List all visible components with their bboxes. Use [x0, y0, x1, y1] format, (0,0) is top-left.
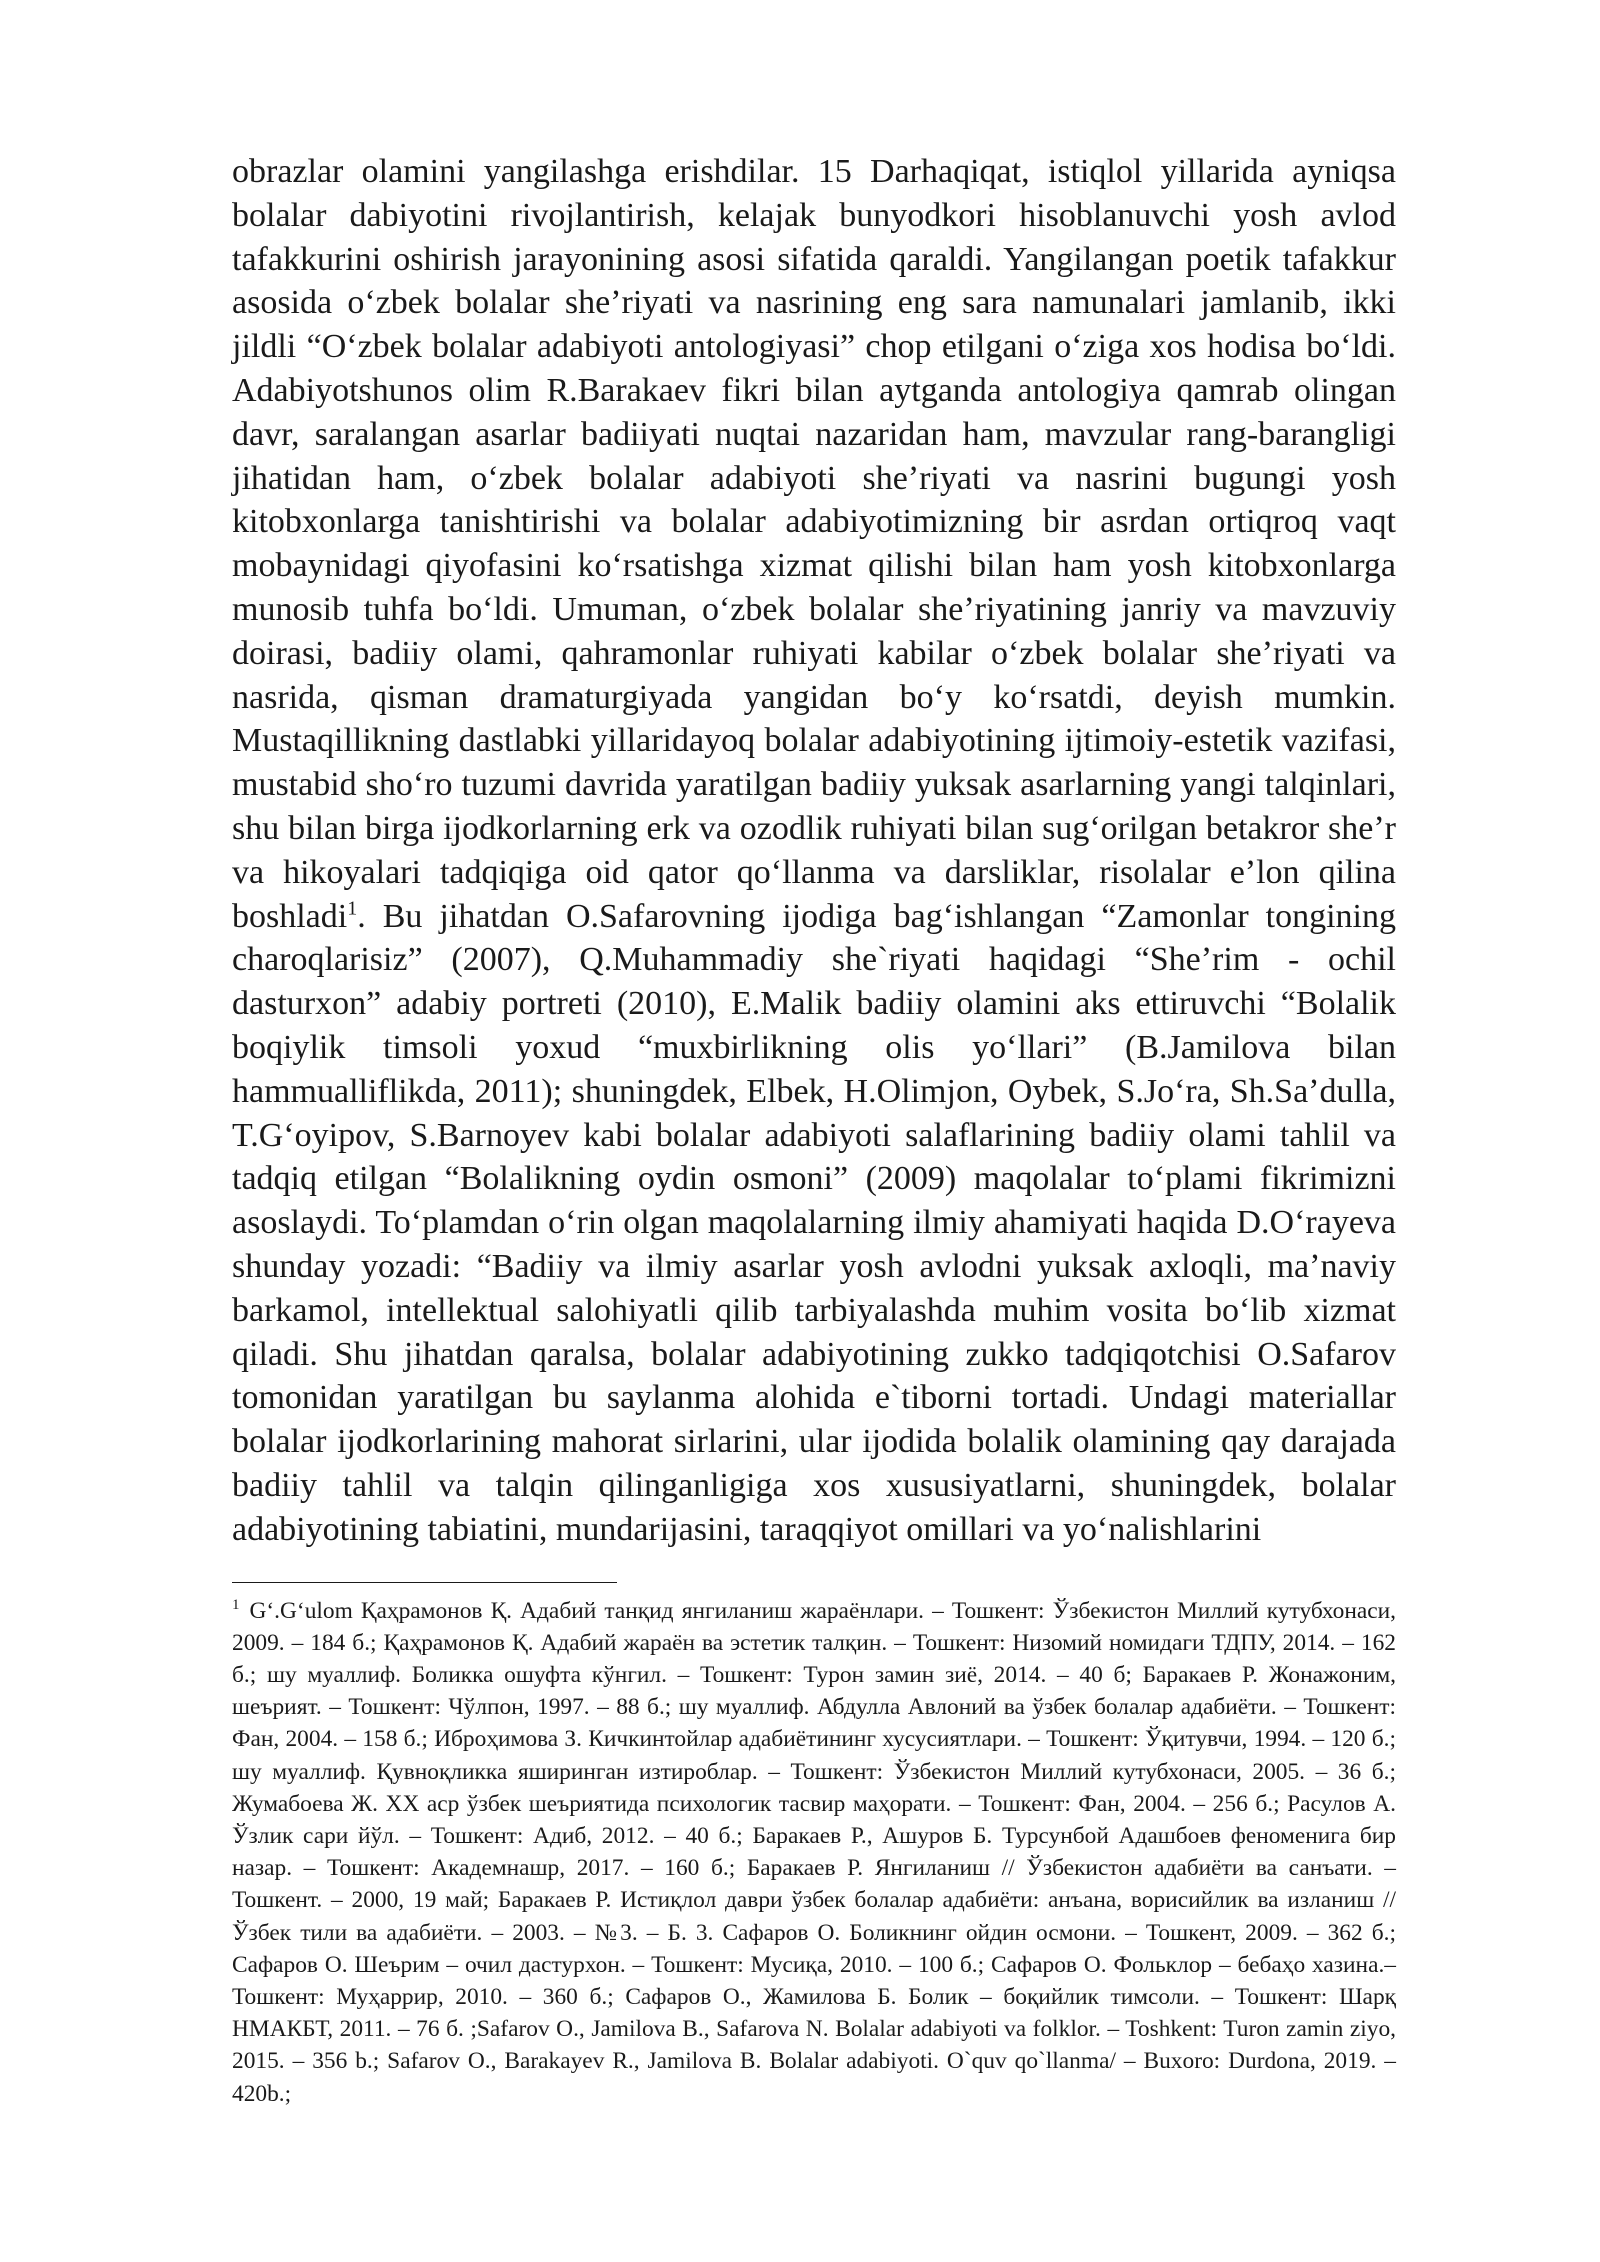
footnote-marker: 1: [232, 1596, 240, 1613]
footnote: [232, 1595, 1396, 2110]
footnote-divider: [232, 1582, 617, 1583]
document-page: [232, 150, 1396, 2110]
body-text-part-1: obrazlar olamini yangilashga erishdilar. 15 Darhaqiqat, istiqlol yillarida ayniqsa bolalar dabiyotini rivojlantirish, kelajak bunyodkori hisoblanuvchi yosh avlod tafakkurini oshirish jarayonining asosi sifatida qaraldi. Yangilangan poetik tafakkur asosida oʻzbek bolalar sheʼriyati va nasrining eng sara namunalari jamlanib, ikki jildli “Oʻzbek bolalar adabiyoti antologiyasi” chop etilgani oʻziga xos hodisa boʻldi. Adabiyotshunos olim R.Barakaev fikri bilan aytganda antologiya qamrab olingan davr, saralangan asarlar badiiyati nuqtai nazaridan ham, mavzular rang-barangligi jihatidan ham, oʻzbek bolalar adabiyoti sheʼriyati va nasrini bugungi yosh kitobxonlarga tanishtirishi va bolalar adabiyotimizning bir asrdan ortiqroq vaqt mobaynidagi qiyofasini koʻrsatishga xizmat qilishi bilan ham yosh kitobxonlarga munosib tuhfa boʻldi. Umuman, oʻzbek bolalar sheʼriyatining janriy va mavzuviy doirasi, badiiy olami, qahramonlar ruhiyati kabilar oʻzbek bolalar sheʼriyati va nasrida, qisman dramaturgiyada yangidan boʻy koʻrsatdi, deyish mumkin. Mustaqillikning dastlabki yillaridayoq bolalar adabiyotining ijtimoiy-estetik vazifasi, mustabid shoʻro tuzumi davrida yaratilgan badiiy yuksak asarlarning yangi talqinlari, shu bilan birga ijodkorlarning erk va ozodlik ruhiyati bilan sugʻorilgan betakror sheʼr va hikoyalari tadqiqiga oid qator qoʻllanma va darsliklar, risolalar eʼlon qilina boshladi: [232, 153, 1396, 935]
body-paragraph: [232, 150, 1396, 1552]
footnote-reference[interactable]: 1: [347, 897, 358, 920]
footnote-text: Gʻ.Gʻulom Қаҳрамонов Қ. Адабий танқид янгиланиш жараёнлари. – Тошкент: Ўзбекистон Миллий кутубхонаси, 2009. – 184 б.; Қаҳрамонов Қ. Адабий жараён ва эстетик талқин. – Тошкент: Низомий номидаги ТДПУ, 2014. – 162 б.; шу муаллиф. Боликка ошуфта кўнгил. – Тошкент: Турон замин зиё, 2014. – 40 б; Баракаев Р. Жонажоним, шеърият. – Тошкент: Чўлпон, 1997. – 88 б.; шу муаллиф. Абдулла Авлоний ва ўзбек болалар адабиёти. – Тошкент: Фан, 2004. – 158 б.; Иброҳимова З. Кичкинтойлар адабиётининг хусусиятлари. – Тошкент: Ўқитувчи, 1994. – 120 б.; шу муаллиф. Қувноқликка яширинган изтироблар. – Тошкент: Ўзбекистон Миллий кутубхонаси, 2005. – 36 б.; Жумабоева Ж. ХХ аср ўзбек шеъриятида психологик тасвир маҳорати. – Тошкент: Фан, 2004. – 256 б.; Расулов А. Ўзлик сари йўл. – Тошкент: Адиб, 2012. – 40 б.; Баракаев Р., Ашуров Б. Турсунбой Адашбоев феноменига бир назар. – Тошкент: Академнашр, 2017. – 160 б.; Баракаев Р. Янгиланиш // Ўзбекистон адабиёти ва санъати. – Тошкент. – 2000, 19 май; Баракаев Р. Истиқлол даври ўзбек болалар адабиёти: анъана, ворисийлик ва изланиш // Ўзбек тили ва адабиёти. – 2003. – №3. – Б. 3. Сафаров О. Боликнинг ойдин осмони. – Тошкент, 2009. – 362 б.; Сафаров О. Шеърим – очил дастурхон. – Тошкент: Мусиқа, 2010. – 100 б.; Сафаров О. Фольклор – бебаҳо хазина.– Тошкент: Муҳаррир, 2010. – 360 б.; Сафаров О., Жамилова Б. Болик – боқийлик тимсоли. – Тошкент: Шарқ НМАКБТ, 2011. – 76 б. ;Safarov O., Jamilova B., Safarova N. Bolalar adabiyoti va folklor. – Toshkent: Turon zamin ziyo, 2015. – 356 b.; Safarov O., Barakayev R., Jamilova B. Bolalar adabiyoti. O`quv qo`llanma/ – Buxoro: Durdona, 2019. – 420b.;: [232, 1597, 1396, 2107]
body-text-part-2: . Bu jihatdan O.Safarovning ijodiga bagʻishlangan “Zamonlar tongining charoqlarisiz” (2007), Q.Muhammadiy she`riyati haqidagi “Sheʼrim - ochil dasturxon” adabiy portreti (2010), E.Malik badiiy olamini aks ettiruvchi “Bolalik boqiylik timsoli yoxud “muxbirlikning olis yoʻllari” (B.Jamilova bilan hammualliflikda, 2011); shuningdek, Elbek, H.Olimjon, Oybek, S.Joʻra, Sh.Saʼdulla, T.Gʻoyipov, S.Barnoyev kabi bolalar adabiyoti salaflarining badiiy olami tahlil va tadqiq etilgan “Bolalikning oydin osmoni” (2009) maqolalar toʻplami fikrimizni asoslaydi. Toʻplamdan oʻrin olgan maqolalarning ilmiy ahamiyati haqida D.Oʻrayeva shunday yozadi: “Badiiy va ilmiy asarlar yosh avlodni yuksak axloqli, maʼnaviy barkamol, intellektual salohiyatli qilib tarbiyalashda muhim vosita boʻlib xizmat qiladi. Shu jihatdan qaralsa, bolalar adabiyotining zukko tadqiqotchisi O.Safarov tomonidan yaratilgan bu saylanma alohida e`tiborni tortadi. Undagi materiallar bolalar ijodkorlarining mahorat sirlarini, ular ijodida bolalik olamining qay darajada badiiy tahlil va talqin qilinganligiga xos xususiyatlarni, shuningdek, bolalar adabiyotining tabiatini, mundarijasini, taraqqiyot omillari va yoʻnalishlarini: [232, 897, 1396, 1548]
